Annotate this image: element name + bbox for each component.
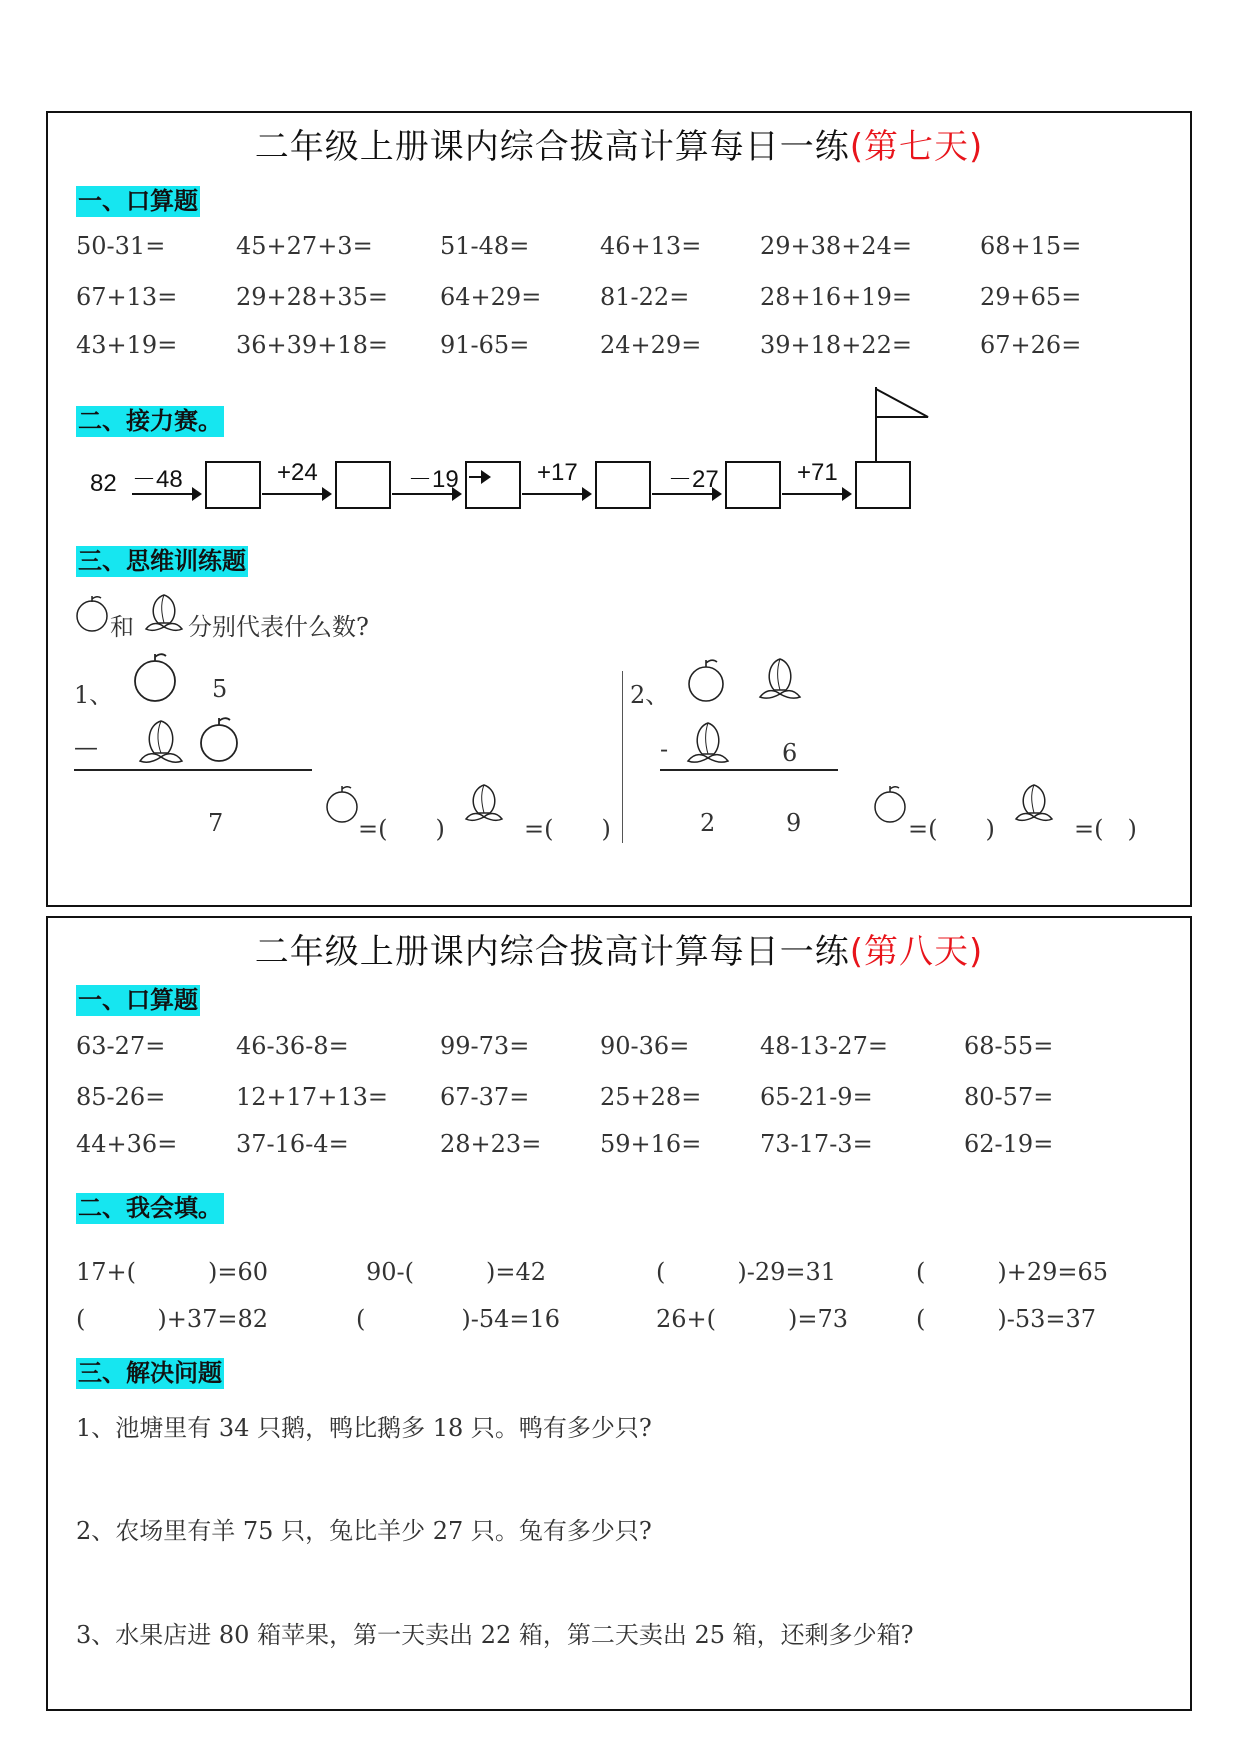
fill-item[interactable]: ( )-53=37	[916, 1305, 1097, 1333]
oral-item: 46-36-8=	[236, 1032, 349, 1060]
apple-icon	[74, 595, 110, 633]
day8-oral-row-2	[76, 1083, 1170, 1117]
day8-oral-row-3	[76, 1130, 1170, 1164]
oral-item: 46+13=	[600, 232, 702, 260]
problem1-number: 1、	[74, 681, 114, 709]
day7-title-main: 二年级上册课内综合拔高计算每日一练	[254, 127, 850, 167]
relay-op-1: －48	[132, 466, 183, 493]
day8-title	[48, 924, 1190, 973]
apple-icon	[132, 653, 178, 703]
problem1-answer-peach[interactable]: =( )	[524, 815, 611, 843]
oral-item: 85-26=	[76, 1083, 166, 1111]
problem1-top-digit: 5	[212, 675, 228, 703]
relay-arrow-4	[522, 493, 590, 495]
day8-section-oral: 一、口算题	[78, 986, 198, 1014]
oral-item: 29+65=	[980, 283, 1082, 311]
day7-panel	[46, 111, 1192, 907]
problem2-result-2: 9	[786, 809, 802, 837]
problem2-answer-peach[interactable]: =( )	[1074, 815, 1137, 843]
relay-arrow-3	[392, 493, 460, 495]
relay-arrow-6	[782, 493, 850, 495]
oral-item: 99-73=	[440, 1032, 530, 1060]
oral-item: 80-57=	[964, 1083, 1054, 1111]
problem2-mid-digit: 6	[782, 739, 798, 767]
oral-item: 12+17+13=	[236, 1083, 388, 1111]
oral-item: 28+16+19=	[760, 283, 912, 311]
oral-item: 81-22=	[600, 283, 690, 311]
oral-item: 24+29=	[600, 331, 702, 359]
relay-op-5: －27	[668, 466, 719, 493]
oral-item: 59+16=	[600, 1130, 702, 1158]
oral-item: 37-16-4=	[236, 1130, 349, 1158]
problem-divider	[622, 671, 623, 843]
peach-icon	[756, 653, 804, 701]
relay-box-6[interactable]	[855, 461, 911, 509]
relay-box-3[interactable]	[465, 461, 521, 509]
peach-icon	[1012, 779, 1056, 823]
day7-oral-row-1	[76, 232, 1170, 266]
oral-item: 36+39+18=	[236, 331, 388, 359]
fill-item[interactable]: ( )+37=82	[76, 1305, 269, 1333]
oral-item: 67+26=	[980, 331, 1082, 359]
relay-op-2: +24	[277, 459, 318, 486]
problem2-answer-apple[interactable]: =( )	[908, 815, 995, 843]
relay-box-4[interactable]	[595, 461, 651, 509]
apple-icon	[686, 659, 726, 703]
relay-box-1[interactable]	[205, 461, 261, 509]
oral-item: 39+18+22=	[760, 331, 912, 359]
relay-arrow-1	[132, 493, 200, 495]
oral-item: 63-27=	[76, 1032, 166, 1060]
problem1-result: 7	[208, 809, 224, 837]
fill-item[interactable]: 26+( )=73	[656, 1305, 849, 1333]
peach-icon	[136, 715, 186, 765]
day7-oral-row-3	[76, 331, 1170, 365]
day8-oral-row-1	[76, 1032, 1170, 1066]
oral-item: 62-19=	[964, 1130, 1054, 1158]
oral-item: 25+28=	[600, 1083, 702, 1111]
oral-item: 64+29=	[440, 283, 542, 311]
fill-item[interactable]: ( )-54=16	[356, 1305, 561, 1333]
word-problem-3: 3、水果店进 80 箱苹果，第一天卖出 22 箱，第二天卖出 25 箱，还剩多少箱?	[76, 1621, 914, 1649]
fill-row-1	[76, 1252, 1170, 1286]
oral-item: 29+38+24=	[760, 232, 912, 260]
day7-section-thinking: 三、思维训练题	[78, 547, 246, 575]
day7-title-day: (第七天)	[849, 127, 984, 167]
question-and: 和	[110, 613, 134, 641]
oral-item: 44+36=	[76, 1130, 178, 1158]
relay-box-2[interactable]	[335, 461, 391, 509]
problem1-answer-apple[interactable]: =( )	[358, 815, 445, 843]
peach-icon	[684, 717, 732, 765]
fill-row-2	[76, 1299, 1170, 1333]
relay-op-3: －19	[408, 466, 459, 493]
relay-arrow-2	[262, 493, 330, 495]
problem1-rule	[74, 769, 312, 771]
question-rest: 分别代表什么数?	[188, 613, 369, 641]
oral-item: 68+15=	[980, 232, 1082, 260]
peach-icon	[462, 779, 506, 823]
oral-item: 68-55=	[964, 1032, 1054, 1060]
day7-oral-row-2	[76, 283, 1170, 317]
fill-item[interactable]: ( )+29=65	[916, 1258, 1109, 1286]
relay-op-4: +17	[537, 459, 578, 486]
problem2-minus: -	[660, 735, 669, 763]
fill-item[interactable]: 17+( )=60	[76, 1258, 269, 1286]
problem2-rule	[660, 769, 838, 771]
peach-icon	[142, 589, 186, 633]
oral-item: 90-36=	[600, 1032, 690, 1060]
relay-arrow-5	[652, 493, 720, 495]
oral-item: 65-21-9=	[760, 1083, 873, 1111]
apple-icon	[872, 785, 908, 823]
problem2-result-1: 2	[700, 809, 716, 837]
oral-item: 29+28+35=	[236, 283, 388, 311]
oral-item: 43+19=	[76, 331, 178, 359]
flag-icon	[872, 387, 932, 463]
apple-icon	[324, 785, 360, 823]
relay-start: 82	[90, 470, 117, 497]
oral-item: 67+13=	[76, 283, 178, 311]
oral-item: 91-65=	[440, 331, 530, 359]
day7-title	[48, 119, 1190, 168]
fill-item[interactable]: 90-( )=42	[366, 1258, 547, 1286]
word-problem-2: 2、农场里有羊 75 只，兔比羊少 27 只。兔有多少只?	[76, 1517, 652, 1545]
day8-title-main: 二年级上册课内综合拔高计算每日一练	[254, 932, 850, 972]
oral-item: 73-17-3=	[760, 1130, 873, 1158]
day8-section-word-problems: 三、解决问题	[78, 1359, 222, 1387]
oral-item: 48-13-27=	[760, 1032, 888, 1060]
day8-title-day: (第八天)	[849, 932, 984, 972]
oral-item: 28+23=	[440, 1130, 542, 1158]
relay-inner-arrow	[469, 476, 489, 478]
relay-op-6: +71	[797, 459, 838, 486]
day7-section-oral: 一、口算题	[78, 187, 198, 215]
oral-item: 51-48=	[440, 232, 530, 260]
problem2-number: 2、	[630, 681, 670, 709]
word-problem-1: 1、池塘里有 34 只鹅，鸭比鹅多 18 只。鸭有多少只?	[76, 1414, 652, 1442]
day7-section-relay: 二、接力赛。	[78, 407, 222, 435]
apple-icon	[198, 717, 240, 763]
problem1-minus: —	[74, 733, 98, 761]
fill-item[interactable]: ( )-29=31	[656, 1258, 837, 1286]
oral-item: 50-31=	[76, 232, 166, 260]
day8-section-fill: 二、我会填。	[78, 1194, 222, 1222]
day8-panel	[46, 916, 1192, 1711]
relay-box-5[interactable]	[725, 461, 781, 509]
oral-item: 45+27+3=	[236, 232, 373, 260]
oral-item: 67-37=	[440, 1083, 530, 1111]
